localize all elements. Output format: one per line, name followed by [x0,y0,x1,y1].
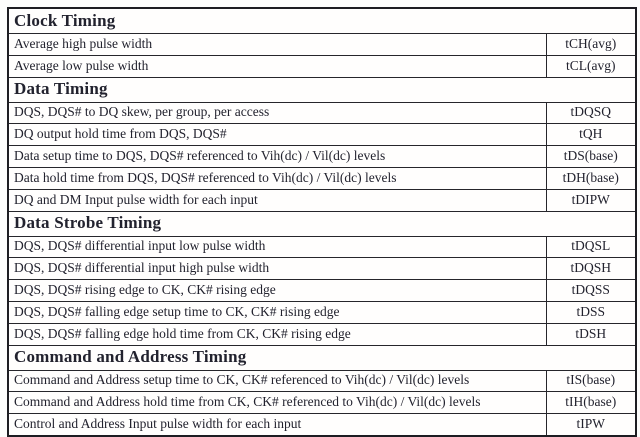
table-row [8,370,636,392]
symbol-cell: tDQSS [546,280,636,302]
symbol-cell: tDIPW [546,189,636,211]
parameter-cell: Average low pulse width [8,55,546,77]
parameter-cell: DQS, DQS# differential input high pulse width [8,258,546,280]
symbol-cell: tQH [546,124,636,146]
table-row [8,55,636,77]
symbol-cell: tDSH [546,323,636,345]
parameter-cell: DQS, DQS# falling edge setup time to CK, CK# rising edge [8,301,546,323]
section-header: Data Timing [8,77,636,102]
table-row [8,392,636,414]
symbol-cell: tDS(base) [546,146,636,168]
parameter-cell: Command and Address setup time to CK, CK# referenced to Vih(dc) / Vil(dc) levels [8,370,546,392]
symbol-cell: tDQSL [546,236,636,258]
symbol-cell: tDQSH [546,258,636,280]
table-row [8,189,636,211]
section-header: Data Strobe Timing [8,211,636,236]
table-row [8,258,636,280]
section-header-row [8,211,636,236]
table-row [8,102,636,124]
section-header: Command and Address Timing [8,345,636,370]
parameter-cell: Average high pulse width [8,34,546,56]
parameter-cell: DQS, DQS# differential input low pulse width [8,236,546,258]
symbol-cell: tDH(base) [546,167,636,189]
symbol-cell: tCH(avg) [546,34,636,56]
section-header: Clock Timing [8,8,636,34]
table-row [8,236,636,258]
section-header-row [8,77,636,102]
section-header-row [8,345,636,370]
parameter-cell: Data setup time to DQS, DQS# referenced to Vih(dc) / Vil(dc) levels [8,146,546,168]
table-body [8,8,636,436]
parameter-cell: DQS, DQS# falling edge hold time from CK, CK# rising edge [8,323,546,345]
table-row [8,146,636,168]
table-row [8,124,636,146]
symbol-cell: tDSS [546,301,636,323]
parameter-cell: DQS, DQS# rising edge to CK, CK# rising edge [8,280,546,302]
symbol-cell: tDQSQ [546,102,636,124]
symbol-cell: tIPW [546,414,636,436]
table-row [8,323,636,345]
symbol-cell: tIS(base) [546,370,636,392]
table-row [8,280,636,302]
parameter-cell: Command and Address hold time from CK, CK# referenced to Vih(dc) / Vil(dc) levels [8,392,546,414]
symbol-cell: tCL(avg) [546,55,636,77]
parameter-cell: DQS, DQS# to DQ skew, per group, per access [8,102,546,124]
symbol-cell: tIH(base) [546,392,636,414]
parameter-cell: DQ and DM Input pulse width for each input [8,189,546,211]
section-header-row [8,8,636,34]
table-row [8,34,636,56]
table-row [8,301,636,323]
document-page [7,7,637,437]
parameter-cell: Data hold time from DQS, DQS# referenced to Vih(dc) / Vil(dc) levels [8,167,546,189]
parameter-cell: DQ output hold time from DQS, DQS# [8,124,546,146]
table-row [8,167,636,189]
parameter-cell: Control and Address Input pulse width for each input [8,414,546,436]
timing-parameters-table [7,7,637,437]
